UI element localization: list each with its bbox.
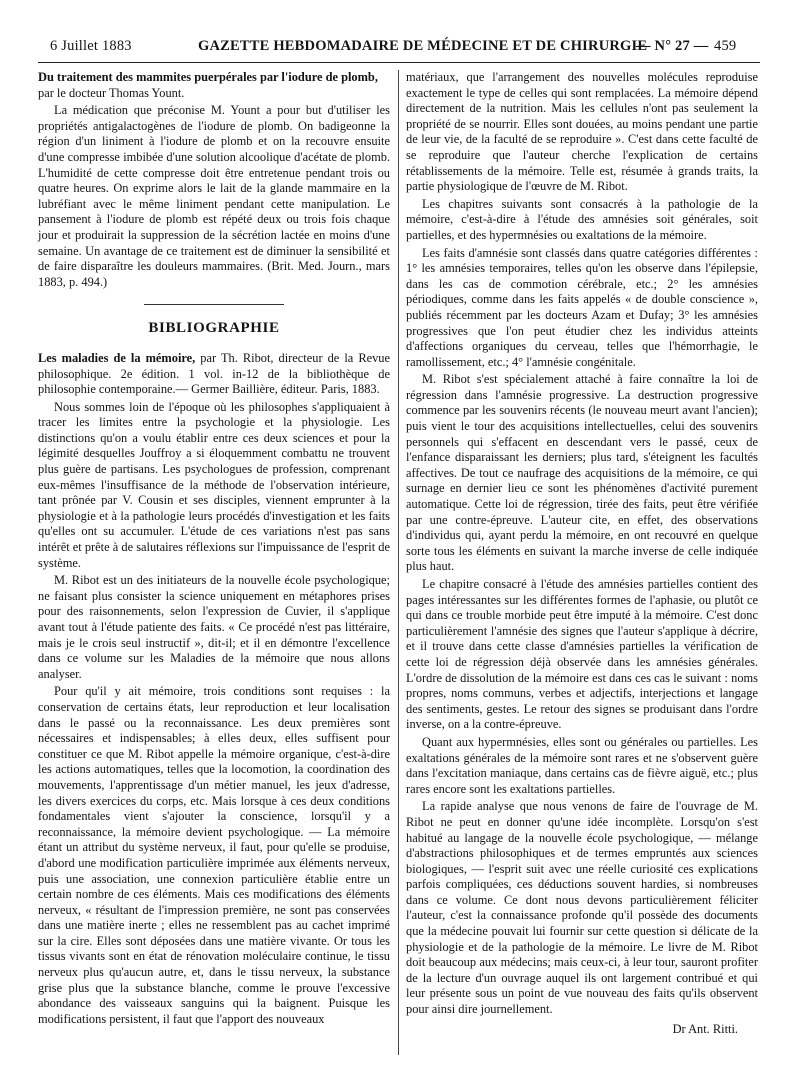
review-paragraph: La rapide analyse que nous venons de faire de l'ouvrage de M. Ribot ne peut en donner qu'une idée incomplète. Lorsqu'on s'est habitué au langage de la nouvelle école psychologique, — mélange d'abstractions philosophiques et de termes empruntés aux sciences biologiques, — l'esprit suit avec une réelle curiosité ces explications parfois compliquées, ces déductions souvent hardies, si nombreuses dans ce volume. Ce dont nous devons particulièrement féliciter l'auteur, c'est la connaissance profonde qu'il possède des documents que la médecine pouvait lui fournir sur cette question si délicate de la physiologie et de la pathologie de la mémoire. Le livre de M. Ribot doit beaucoup aux médecins; mais ceux-ci, à leur tour, sauront profiter de la lecture d'un ouvrage auquel ils ont largement contribué et qui leur présente sous un point de vue nouveau des faits qu'ils observent pour ainsi dire journellement. (406, 799, 758, 1017)
issue-date: 6 Juillet 1883 (50, 38, 132, 54)
article-paragraph: La médication que préconise M. Yount a pour but d'utiliser les propriétés antigalactogènes de l'iodure de plomb. On badigeonne la région d'un liniment à l'iodure de plomb et on la recouvre ensuite d'une compresse imbibée d'une solution alcoolique d'acétate de plomb. L'humidité de cette compresse doit être entretenue pendant trois ou quatre heures. On exprime alors le lait de la glande mammaire en la lubréfiant avec le même liniment pendant cette manipulation. Le pansement à l'iodure de plomb est répété deux ou trois fois chaque jour et produirait la suppression de la sécrétion lactée en moins d'une semaine. Un avantage de ce traitement est de diminuer la sensibilité et de faire disparaître les douleurs mammaires. (Brit. Med. Journ., mars 1883, p. 494.) (38, 103, 390, 289)
journal-page (38, 36, 760, 1076)
book-heading (38, 351, 390, 398)
page-number: 459 (714, 38, 737, 54)
article-author: par le docteur Thomas Yount. (38, 85, 185, 100)
review-paragraph: Nous sommes loin de l'époque où les philosophes s'appliquaient à tracer les limites entre la psychologie et la physiologie. Les distinctions qu'on a voulu établir entre ces deux sciences et pour la légimité desquelles Jouffroy a si éloquemment combattu ne trouvent plus guère de partisans. Les psychologues de profession, comprenant eux-mêmes l'insuffisance de la méthode de l'observation intérieure, tant prônée par V. Cousin et ses disciples, viennent emprunter à la physiologie et à la pathologie leurs procédés d'investigation et les faits qu'elles ont su accumuler. L'étude de ces variations n'est pas sans intérêt et prête à de salutaires réflexions sur l'impuissance de l'esprit de système. (38, 399, 390, 570)
journal-title: GAZETTE HEBDOMADAIRE DE MÉDECINE ET DE CHIRURGIE (198, 38, 648, 54)
book-details: par Th. Ribot, directeur de la Revue philosophique. 2e édition. 1 vol. in-12 de la bibliothèque de philosophie contemporaine.— Germer Baillière, éditeur. Paris, 1883. (38, 350, 390, 397)
review-paragraph: Quant aux hypermnésies, elles sont ou générales ou partielles. Les exaltations générales de la mémoire sont rares et ne s'observent guère dans l'excitation maniaque, dans certains cas de fièvre aiguë, etc.; plus rares encore sont les exaltations partielles. (406, 734, 758, 796)
section-title: BIBLIOGRAPHIE (148, 320, 280, 337)
review-paragraph: Le chapitre consacré à l'étude des amnésies partielles contient des pages intéressantes sur les différentes formes de l'aphasie, ou plutôt ce qui dans ce trouble morbide peut être imputé à la mémoire. C'est donc particulièrement l'amnésie des signes que l'auteur s'applique à décrire, et il trouve dans cette classe d'amnésies partielles la vérification de cette loi de régression déjà observée dans les amnésies générales. L'ordre de dissolution de la mémoire est dans ces cas le suivant : noms propres, noms communs, verbes et adjectifs, interjections et langage des sentiments, gestes. Le retour des signes se produisant dans l'ordre inverse, on a la contre-épreuve. (406, 577, 758, 732)
review-paragraph: M. Ribot s'est spécialement attaché à faire connaître la loi de régression dans l'amnésie progressive. La destruction progressive commence par les souvenirs récents (le nouveau meurt avant l'ancien); puis vient le tour des acquisitions intellectuelles, celui des souvenirs personnels qui s'effacent en descendant vers le passé, ceux de l'enfance disparaissant les derniers; plus tard, s'éteignent les facultés affectives. De tout ce naufrage des acquisitions de la mémoire, ce qui surnage en dernier lieu ce sont les phénomènes d'activité purement automatique. Cette loi de régression, tirée des faits, peut être vérifiée par une contre-épreuve. L'auteur cite, en effet, des observations d'individus qui, ayant perdu la mémoire, en ont recouvré en quelque sorte tous les éléments en suivant la marche inverse de celle indiquée plus haut. (406, 372, 758, 574)
review-paragraph: Les chapitres suivants sont consacrés à la pathologie de la mémoire, c'est-à-dire à l'étude des amnésies soit générales, soit partielles, et des hypermnésies ou exaltations de la mémoire. (406, 196, 758, 242)
right-column (406, 70, 758, 1037)
article-heading (38, 70, 390, 101)
section-divider (144, 304, 284, 305)
review-paragraph: M. Ribot est un des initiateurs de la nouvelle école psychologique; ne faisant plus consister la science uniquement en métaphores prises pour des raisonnements, selon l'expression de Cuvier, il s'applique avant tout à l'étude patiente des faits. « Ce procédé n'est pas littéraire, mais je le crois seul instructif », dit-il; et il en démontre l'excellence dans ce volume sur les Maladies de la mémoire que nous allons analyser. (38, 573, 390, 681)
review-paragraph: Pour qu'il y ait mémoire, trois conditions sont requises : la conservation de certains états, leur reproduction et leur localisation dans le passé ou la reconnaissance. Les deux premières sont nécessaires et indispensables; à elles deux, elles suffisent pour constituer ce que M. Ribot appelle la mémoire organique, c'est-à-dire les actions automatiques, telles que la locomotion, la coordination des mouvements, l'apprentissage d'un métier manuel, les jeux d'adresse, les divers exercices du corps, etc. Mais lorsque à ces deux conditions fondamentales vient s'ajouter la conscience, lorsqu'il y a reconnaissance, la mémoire devient psychologique. — La mémoire étant un attribut du système nerveux, il faut, pour qu'elle se produise, d'abord une modification particulière imprimée aux éléments nerveux, puis une association, une connexion particulière établie entre un certain nombre de ces éléments. Mais ces modifications des éléments nerveux, « résultant de l'impression première, ne sont pas conservées dans une matière inerte ; elles ne ressemblent pas au cachet imprimé sur la cire. Elles sont déposées dans une matière vivante. Or tous les tissus vivants sont en état de rénovation moléculaire continue, le tissu nerveux plus qu'aucun autre, et, dans le tissu nerveux, la substance grise plus que la substance blanche, comme le prouve l'excessive abondance des vaisseaux sanguins qui la baignent. Puisque les modifications persistent, il faut que l'apport des nouveaux (38, 684, 390, 1026)
review-paragraph: Les faits d'amnésie sont classés dans quatre catégories différentes : 1° les amnésies temporaires, telles qu'on les observe dans l'épilepsie, dans les cas de commotion cérébrale, etc.; 2° les amnésies périodiques, comme dans les faits appelés « de double conscience », publiés récemment par les docteurs Azam et Dufay; 3° les amnésies progressives que l'on peut étudier chez les individus atteints d'affections organiques du cerveau, telles que l'hémorrhagie, le ramollissement, etc.; 4° l'amnésie congénitale. (406, 245, 758, 369)
signature: Dr Ant. Ritti. (672, 1021, 738, 1036)
review-paragraph: matériaux, que l'arrangement des nouvelles molécules reproduise exactement le type de celles qui sont remplacées. La mémoire dépend directement de la nutrition. Mais les cellules n'ont pas seulement la propriété de se nourrir. Elles sont douées, au moins pendant une partie de leur vie, de la faculté de se reproduire ». C'est dans cette faculté de se reproduire que l'auteur cherche l'explication de certains rétablissements de la mémoire. Telle est, résumée à grands traits, la partie physiologique de l'œuvre de M. Ribot. (406, 70, 758, 194)
header-rule (38, 62, 760, 63)
issue-number: — N° 27 — (636, 38, 709, 54)
article-title: Du traitement des mammites puerpérales par l'iodure de plomb, (38, 70, 378, 84)
running-header (38, 36, 760, 58)
left-column (38, 70, 390, 1029)
column-divider (398, 70, 399, 1055)
book-title: Les maladies de la mémoire, (38, 350, 196, 365)
